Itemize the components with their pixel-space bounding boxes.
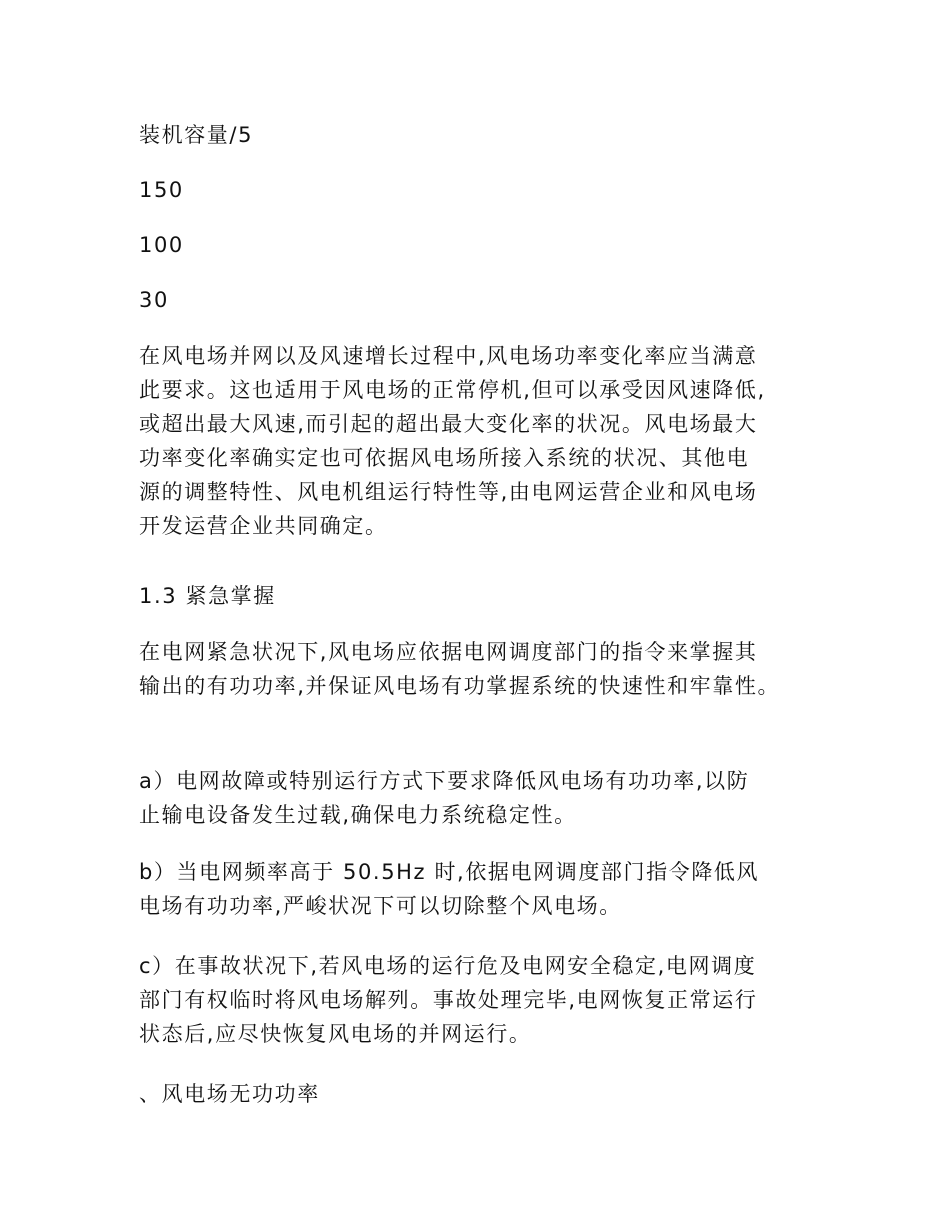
text-line: 装机容量/5	[139, 123, 254, 147]
paragraph-line: 此要求。这也适用于风电场的正常停机,但可以承受因风速降低,	[139, 378, 766, 402]
text-line: 30	[139, 288, 169, 312]
list-item-a	[139, 764, 829, 832]
text-line-capacity	[139, 118, 829, 152]
list-item-line: b）当电网频率高于 50.5Hz 时,依据电网调度部门指令降低风	[139, 860, 760, 884]
list-item-c	[139, 949, 829, 1051]
text-line-100	[139, 228, 829, 262]
paragraph-line: 输出的有功功率,并保证风电场有功掌握系统的快速性和牢靠性。	[139, 674, 781, 698]
list-item-line: a）电网故障或特别运行方式下要求降低风电场有功功率,以防	[139, 769, 750, 793]
final-heading	[139, 1077, 829, 1111]
paragraph-line: 或超出最大风速,而引起的超出最大变化率的状况。风电场最大	[139, 412, 758, 436]
paragraph-line: 开发运营企业共同确定。	[139, 514, 388, 538]
section-heading	[139, 579, 829, 613]
paragraph-emergency	[139, 635, 829, 703]
paragraph-line: 在电网紧急状况下,风电场应依据电网调度部门的指令来掌握其	[139, 640, 758, 664]
text-line-30	[139, 283, 829, 317]
paragraph-line: 源的调整特性、风电机组运行特性等,由电网运营企业和风电场	[139, 480, 758, 504]
text-line: 150	[139, 178, 184, 202]
paragraph-ramp-rate	[139, 339, 829, 543]
text-line: 100	[139, 233, 184, 257]
list-item-line: 电场有功功率,严峻状况下可以切除整个风电场。	[139, 894, 622, 918]
list-item-line: 部门有权临时将风电场解列。事故处理完毕,电网恢复正常运行	[139, 988, 758, 1012]
section-heading-text: 1.3 紧急掌握	[139, 584, 276, 608]
final-heading-text: 、风电场无功功率	[139, 1082, 320, 1106]
list-item-line: c）在事故状况下,若风电场的运行危及电网安全稳定,电网调度	[139, 954, 757, 978]
paragraph-line: 在风电场并网以及风速增长过程中,风电场功率变化率应当满意	[139, 344, 758, 368]
paragraph-line: 功率变化率确实定也可依据风电场所接入系统的状况、其他电	[139, 446, 750, 470]
list-item-line: 止输电设备发生过载,确保电力系统稳定性。	[139, 803, 577, 827]
list-item-b	[139, 855, 829, 923]
text-line-150	[139, 173, 829, 207]
list-item-line: 状态后,应尽快恢复风电场的并网运行。	[139, 1022, 532, 1046]
